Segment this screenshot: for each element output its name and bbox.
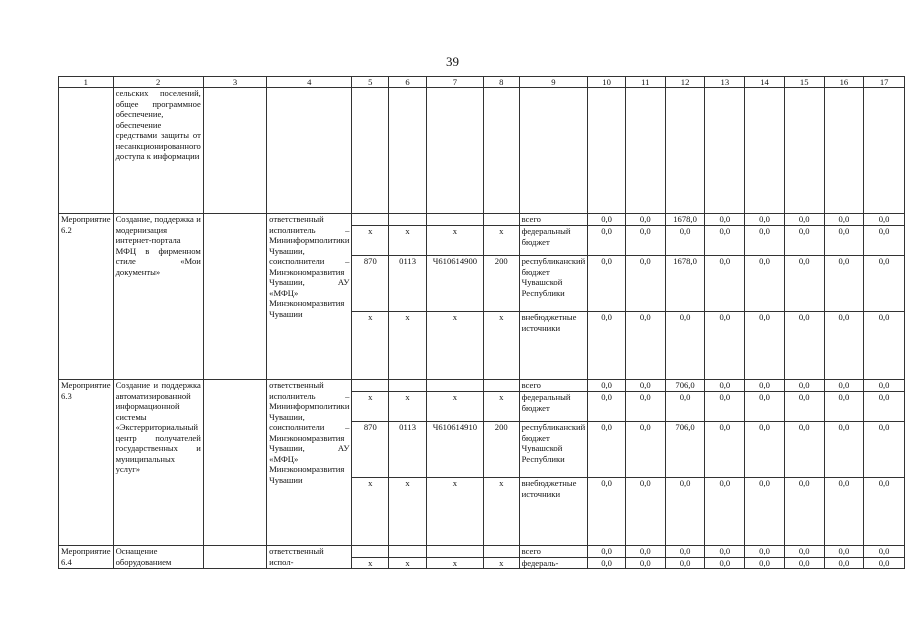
amount-cell: 0,0 bbox=[864, 214, 905, 226]
amount-cell: 0,0 bbox=[824, 256, 864, 312]
activity-code: Мероприятие 6.3 bbox=[59, 380, 114, 546]
amount-cell: 0,0 bbox=[665, 312, 705, 380]
amount-cell: 0,0 bbox=[625, 226, 665, 256]
activity-name: Оснащение оборудованием bbox=[113, 546, 203, 569]
amount-cell: 0,0 bbox=[625, 557, 665, 569]
amount-cell: 0,0 bbox=[588, 256, 626, 312]
budget-code-cell: х bbox=[389, 392, 427, 422]
budget-code-cell: 870 bbox=[352, 256, 389, 312]
amount-cell: 0,0 bbox=[864, 422, 905, 478]
amount-cell: 0,0 bbox=[784, 226, 824, 256]
funding-source: республиканский бюджет Чувашской Республики bbox=[519, 256, 588, 312]
amount-cell: 0,0 bbox=[625, 256, 665, 312]
amount-cell: 0,0 bbox=[745, 380, 785, 392]
budget-code-cell: х bbox=[483, 226, 519, 256]
activity-row bbox=[59, 380, 905, 392]
amount-cell: 0,0 bbox=[824, 312, 864, 380]
budget-code-cell bbox=[483, 546, 519, 558]
amount-cell: 0,0 bbox=[784, 557, 824, 569]
executor-text: ответственный исполнитель – Мининформполитики Чувашии, соисполнители – Минэкономразвития Чувашии, АУ «МФЦ» Минэкономразвития Чувашии bbox=[267, 214, 352, 380]
amount-cell: 0,0 bbox=[705, 226, 745, 256]
continuation-row bbox=[59, 88, 905, 214]
budget-code-cell: х bbox=[426, 557, 483, 569]
amount-cell: 0,0 bbox=[864, 256, 905, 312]
funding-source: внебюджетные источники bbox=[519, 478, 588, 546]
budget-code-cell: х bbox=[352, 478, 389, 546]
amount-cell: 0,0 bbox=[824, 478, 864, 546]
budget-code-cell: х bbox=[389, 478, 427, 546]
column-number: 12 bbox=[665, 77, 705, 88]
amount-cell: 0,0 bbox=[665, 557, 705, 569]
amount-cell: 0,0 bbox=[784, 380, 824, 392]
amount-cell: 0,0 bbox=[588, 312, 626, 380]
amount-cell: 0,0 bbox=[745, 312, 785, 380]
column-number: 1 bbox=[59, 77, 114, 88]
column-number: 16 bbox=[824, 77, 864, 88]
amount-cell: 0,0 bbox=[625, 380, 665, 392]
budget-code-cell bbox=[426, 546, 483, 558]
budget-code-cell bbox=[389, 214, 427, 226]
budget-code-cell: х bbox=[352, 226, 389, 256]
continuation-text: сельских поселений, общее программное обеспечение, обеспечение средствами защиты от несанкционированного доступа к информации bbox=[113, 88, 203, 214]
executor-text: ответственный испол- bbox=[267, 546, 352, 569]
amount-cell: 0,0 bbox=[665, 226, 705, 256]
co-executor-cell bbox=[203, 214, 266, 380]
budget-code-cell: 0113 bbox=[389, 422, 427, 478]
amount-cell: 0,0 bbox=[588, 380, 626, 392]
budget-code-cell: 870 bbox=[352, 422, 389, 478]
co-executor-cell bbox=[203, 380, 266, 546]
budget-code-cell: х bbox=[483, 312, 519, 380]
amount-cell: 0,0 bbox=[588, 478, 626, 546]
amount-cell: 0,0 bbox=[705, 312, 745, 380]
amount-cell: 0,0 bbox=[824, 380, 864, 392]
column-number: 2 bbox=[113, 77, 203, 88]
budget-code-cell: Ч610614910 bbox=[426, 422, 483, 478]
amount-cell: 0,0 bbox=[625, 392, 665, 422]
column-number: 9 bbox=[519, 77, 588, 88]
funding-source: всего bbox=[519, 546, 588, 558]
page-number: 39 bbox=[446, 54, 459, 69]
budget-code-cell bbox=[483, 214, 519, 226]
funding-source: внебюджетные источники bbox=[519, 312, 588, 380]
budget-code-cell: х bbox=[426, 392, 483, 422]
activity-code: Мероприятие 6.2 bbox=[59, 214, 114, 380]
amount-cell: 0,0 bbox=[588, 422, 626, 478]
amount-cell: 0,0 bbox=[745, 557, 785, 569]
column-number-row bbox=[59, 77, 905, 88]
budget-code-cell bbox=[352, 214, 389, 226]
amount-cell: 0,0 bbox=[625, 478, 665, 546]
amount-cell: 0,0 bbox=[745, 478, 785, 546]
amount-cell: 0,0 bbox=[705, 392, 745, 422]
funding-source: федераль- bbox=[519, 557, 588, 569]
amount-cell: 0,0 bbox=[705, 478, 745, 546]
amount-cell: 0,0 bbox=[864, 312, 905, 380]
column-number: 6 bbox=[389, 77, 427, 88]
budget-code-cell bbox=[389, 546, 427, 558]
amount-cell: 0,0 bbox=[864, 392, 905, 422]
budget-code-cell: х bbox=[483, 478, 519, 546]
amount-cell: 0,0 bbox=[824, 392, 864, 422]
column-number: 15 bbox=[784, 77, 824, 88]
column-number: 5 bbox=[352, 77, 389, 88]
budget-code-cell: х bbox=[352, 557, 389, 569]
column-number: 11 bbox=[625, 77, 665, 88]
amount-cell: 0,0 bbox=[625, 214, 665, 226]
budget-code-cell: х bbox=[426, 478, 483, 546]
budget-code-cell bbox=[426, 380, 483, 392]
amount-cell: 0,0 bbox=[705, 380, 745, 392]
budget-code-cell: 200 bbox=[483, 422, 519, 478]
amount-cell: 0,0 bbox=[784, 256, 824, 312]
amount-cell: 1678,0 bbox=[665, 256, 705, 312]
amount-cell: 0,0 bbox=[588, 392, 626, 422]
amount-cell: 0,0 bbox=[784, 312, 824, 380]
amount-cell: 0,0 bbox=[824, 226, 864, 256]
column-number: 8 bbox=[483, 77, 519, 88]
budget-code-cell: х bbox=[352, 312, 389, 380]
amount-cell: 0,0 bbox=[625, 312, 665, 380]
budget-code-cell: 200 bbox=[483, 256, 519, 312]
amount-cell: 0,0 bbox=[665, 546, 705, 558]
amount-cell: 0,0 bbox=[745, 226, 785, 256]
amount-cell: 0,0 bbox=[588, 226, 626, 256]
column-number: 3 bbox=[203, 77, 266, 88]
column-number: 14 bbox=[745, 77, 785, 88]
amount-cell: 0,0 bbox=[588, 214, 626, 226]
amount-cell: 706,0 bbox=[665, 380, 705, 392]
funding-source: федеральный бюджет bbox=[519, 392, 588, 422]
budget-code-cell: х bbox=[426, 312, 483, 380]
activity-code: Мероприятие 6.4 bbox=[59, 546, 114, 569]
amount-cell: 0,0 bbox=[665, 392, 705, 422]
amount-cell: 1678,0 bbox=[665, 214, 705, 226]
amount-cell: 0,0 bbox=[784, 422, 824, 478]
column-number: 10 bbox=[588, 77, 626, 88]
amount-cell: 0,0 bbox=[864, 380, 905, 392]
amount-cell: 0,0 bbox=[588, 546, 626, 558]
amount-cell: 0,0 bbox=[625, 422, 665, 478]
amount-cell: 0,0 bbox=[824, 214, 864, 226]
budget-code-cell bbox=[352, 380, 389, 392]
amount-cell: 0,0 bbox=[625, 546, 665, 558]
amount-cell: 706,0 bbox=[665, 422, 705, 478]
amount-cell: 0,0 bbox=[864, 557, 905, 569]
amount-cell: 0,0 bbox=[824, 422, 864, 478]
amount-cell: 0,0 bbox=[745, 422, 785, 478]
amount-cell: 0,0 bbox=[705, 422, 745, 478]
budget-code-cell: х bbox=[352, 392, 389, 422]
column-number: 4 bbox=[267, 77, 352, 88]
amount-cell: 0,0 bbox=[745, 214, 785, 226]
activity-name: Создание, поддержка и модернизация интернет-портала МФЦ в фирменном стиле «Мои документы» bbox=[113, 214, 203, 380]
budget-code-cell: х bbox=[426, 226, 483, 256]
funding-source: федеральный бюджет bbox=[519, 226, 588, 256]
funding-source: всего bbox=[519, 380, 588, 392]
budget-code-cell: х bbox=[389, 226, 427, 256]
budget-table bbox=[58, 76, 905, 569]
activity-row bbox=[59, 214, 905, 226]
amount-cell: 0,0 bbox=[784, 392, 824, 422]
amount-cell: 0,0 bbox=[665, 478, 705, 546]
activity-row bbox=[59, 546, 905, 558]
amount-cell: 0,0 bbox=[784, 214, 824, 226]
budget-code-cell: х bbox=[483, 557, 519, 569]
column-number: 7 bbox=[426, 77, 483, 88]
budget-code-cell: х bbox=[389, 557, 427, 569]
amount-cell: 0,0 bbox=[745, 256, 785, 312]
amount-cell: 0,0 bbox=[824, 557, 864, 569]
activity-name: Создание и поддержка автоматизированной информационной системы «Экстерриториальный центр получателей государственных и муниципальных услуг» bbox=[113, 380, 203, 546]
amount-cell: 0,0 bbox=[705, 256, 745, 312]
budget-code-cell: Ч610614900 bbox=[426, 256, 483, 312]
amount-cell: 0,0 bbox=[864, 226, 905, 256]
executor-text: ответственный исполнитель – Мининформполитики Чувашии, соисполнители – Минэкономразвития Чувашии, АУ «МФЦ» Минэкономразвития Чувашии bbox=[267, 380, 352, 546]
amount-cell: 0,0 bbox=[745, 392, 785, 422]
amount-cell: 0,0 bbox=[784, 478, 824, 546]
column-number: 17 bbox=[864, 77, 905, 88]
amount-cell: 0,0 bbox=[705, 214, 745, 226]
budget-code-cell: х bbox=[483, 392, 519, 422]
amount-cell: 0,0 bbox=[824, 546, 864, 558]
amount-cell: 0,0 bbox=[784, 546, 824, 558]
budget-code-cell bbox=[389, 380, 427, 392]
amount-cell: 0,0 bbox=[864, 546, 905, 558]
amount-cell: 0,0 bbox=[864, 478, 905, 546]
amount-cell: 0,0 bbox=[705, 546, 745, 558]
budget-code-cell bbox=[352, 546, 389, 558]
funding-source: республиканский бюджет Чувашской Республики bbox=[519, 422, 588, 478]
co-executor-cell bbox=[203, 546, 266, 569]
budget-code-cell: 0113 bbox=[389, 256, 427, 312]
budget-code-cell bbox=[483, 380, 519, 392]
amount-cell: 0,0 bbox=[745, 546, 785, 558]
amount-cell: 0,0 bbox=[705, 557, 745, 569]
budget-code-cell: х bbox=[389, 312, 427, 380]
amount-cell: 0,0 bbox=[588, 557, 626, 569]
column-number: 13 bbox=[705, 77, 745, 88]
funding-source: всего bbox=[519, 214, 588, 226]
budget-code-cell bbox=[426, 214, 483, 226]
